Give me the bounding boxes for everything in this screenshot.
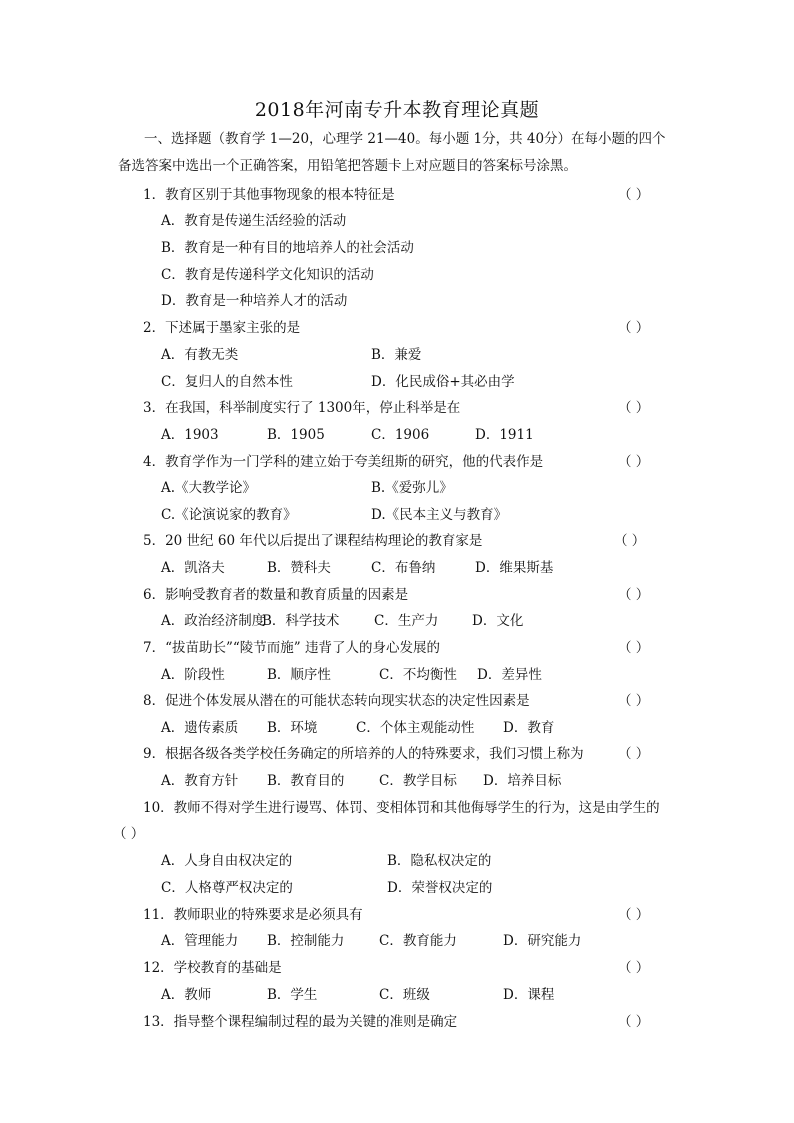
- section-instructions: 一、选择题（教育学 1—20，心理学 21—40。每小题 1分，共 40分）在每小题的四个备选答案中选出一个正确答案，用铅笔把答题卡上对应题目的答案标号涂黑。: [118, 131, 666, 174]
- option: A．教育方针: [161, 773, 239, 789]
- question-stem: 4．教育学作为一门学科的建立始于夸美纽斯的研究，他的代表作是: [143, 454, 544, 470]
- option: C．生产力: [374, 613, 439, 629]
- page-title: 2018年河南专升本教育理论真题: [254, 99, 540, 121]
- option: A．政治经济制度: [161, 613, 266, 629]
- question-stem: 13．指导整个课程编制过程的最为关键的准则是确定: [143, 1014, 458, 1030]
- option: C．教育能力: [379, 933, 457, 949]
- option: B．隐私权决定的: [387, 853, 492, 869]
- option: D．差异性: [477, 667, 542, 683]
- option: D.《民本主义与教育》: [371, 507, 508, 523]
- question-stem: 10．教师不得对学生进行谩骂、体罚、变相体罚和其他侮辱学生的行为，这是由学生的: [143, 800, 660, 816]
- option: A．教育是传递生活经验的活动: [161, 213, 347, 229]
- question-stem: 3．在我国，科举制度实行了 1300年，停止科举是在: [143, 400, 461, 416]
- option: D．荣誉权决定的: [387, 880, 493, 896]
- option: C．1906: [371, 427, 430, 443]
- option: D．研究能力: [503, 933, 582, 949]
- option: B．学生: [267, 987, 318, 1003]
- answer-parentheses: （ ）: [618, 746, 650, 762]
- option: A．阶段性: [161, 667, 225, 683]
- option: B．环境: [267, 720, 318, 736]
- option: B．1905: [267, 427, 325, 443]
- question-stem: 2．下述属于墨家主张的是: [143, 320, 301, 336]
- answer-parentheses: （ ）: [618, 693, 650, 709]
- option: C.《论演说家的教育》: [161, 507, 297, 523]
- option: B．教育是一种有目的地培养人的社会活动: [161, 240, 414, 256]
- option: B．赞科夫: [267, 560, 331, 576]
- answer-parentheses: （ ）: [618, 187, 650, 203]
- option: D．课程: [503, 987, 555, 1003]
- option: B．教育目的: [267, 773, 345, 789]
- question-stem: 1．教育区别于其他事物现象的根本特征是: [143, 187, 395, 203]
- answer-parentheses: （ ）: [113, 826, 145, 842]
- option: B.《爱弥儿》: [371, 480, 453, 496]
- option: A．凯洛夫: [161, 560, 225, 576]
- option: D．维果斯基: [475, 560, 554, 576]
- question-stem: 9．根据各级各类学校任务确定的所培养的人的特殊要求，我们习惯上称为: [143, 746, 584, 762]
- option: D．文化: [472, 613, 524, 629]
- option: A.《大教学论》: [161, 480, 257, 496]
- option: C．人格尊严权决定的: [161, 880, 293, 896]
- answer-parentheses: （ ）: [618, 587, 650, 603]
- option: D．化民成俗+其必由学: [371, 374, 515, 390]
- question-stem: 8．促进个体发展从潜在的可能状态转向现实状态的决定性因素是: [143, 693, 530, 709]
- option: B．顺序性: [267, 667, 331, 683]
- answer-parentheses: （ ）: [618, 640, 650, 656]
- option: B．科学技术: [262, 613, 340, 629]
- option: C．教育是传递科学文化知识的活动: [161, 267, 374, 283]
- answer-parentheses: （ ）: [618, 320, 650, 336]
- option: D．教育: [503, 720, 555, 736]
- option: C．教学目标: [379, 773, 457, 789]
- option: A．管理能力: [161, 933, 239, 949]
- option: B．兼爱: [371, 347, 422, 363]
- option: A．人身自由权决定的: [161, 853, 293, 869]
- option: C．班级: [379, 987, 430, 1003]
- question-stem: 12．学校教育的基础是: [143, 960, 282, 976]
- answer-parentheses: （ ）: [618, 1014, 650, 1030]
- option: C．布鲁纳: [371, 560, 436, 576]
- option: A．1903: [161, 427, 219, 443]
- option: A．有教无类: [161, 347, 239, 363]
- answer-parentheses: （ ）: [614, 533, 646, 549]
- answer-parentheses: （ ）: [618, 960, 650, 976]
- option: A．遗传素质: [161, 720, 239, 736]
- option: B．控制能力: [267, 933, 345, 949]
- question-stem: 11．教师职业的特殊要求是必须具有: [143, 907, 363, 923]
- question-stem: 5．20 世纪 60 年代以后提出了课程结构理论的教育家是: [143, 533, 483, 549]
- option: C．不均衡性: [379, 667, 457, 683]
- question-stem: 7．“拔苗助长”“陵节而施” 违背了人的身心发展的: [143, 640, 440, 656]
- option: C．复归人的自然本性: [161, 374, 293, 390]
- answer-parentheses: （ ）: [618, 454, 650, 470]
- option: C．个体主观能动性: [356, 720, 475, 736]
- option: D．培养目标: [483, 773, 562, 789]
- answer-parentheses: （ ）: [618, 400, 650, 416]
- question-stem: 6．影响受教育者的数量和教育质量的因素是: [143, 587, 409, 603]
- option: D．教育是一种培养人才的活动: [161, 293, 348, 309]
- option: D．1911: [475, 427, 534, 443]
- answer-parentheses: （ ）: [618, 907, 650, 923]
- option: A．教师: [161, 987, 212, 1003]
